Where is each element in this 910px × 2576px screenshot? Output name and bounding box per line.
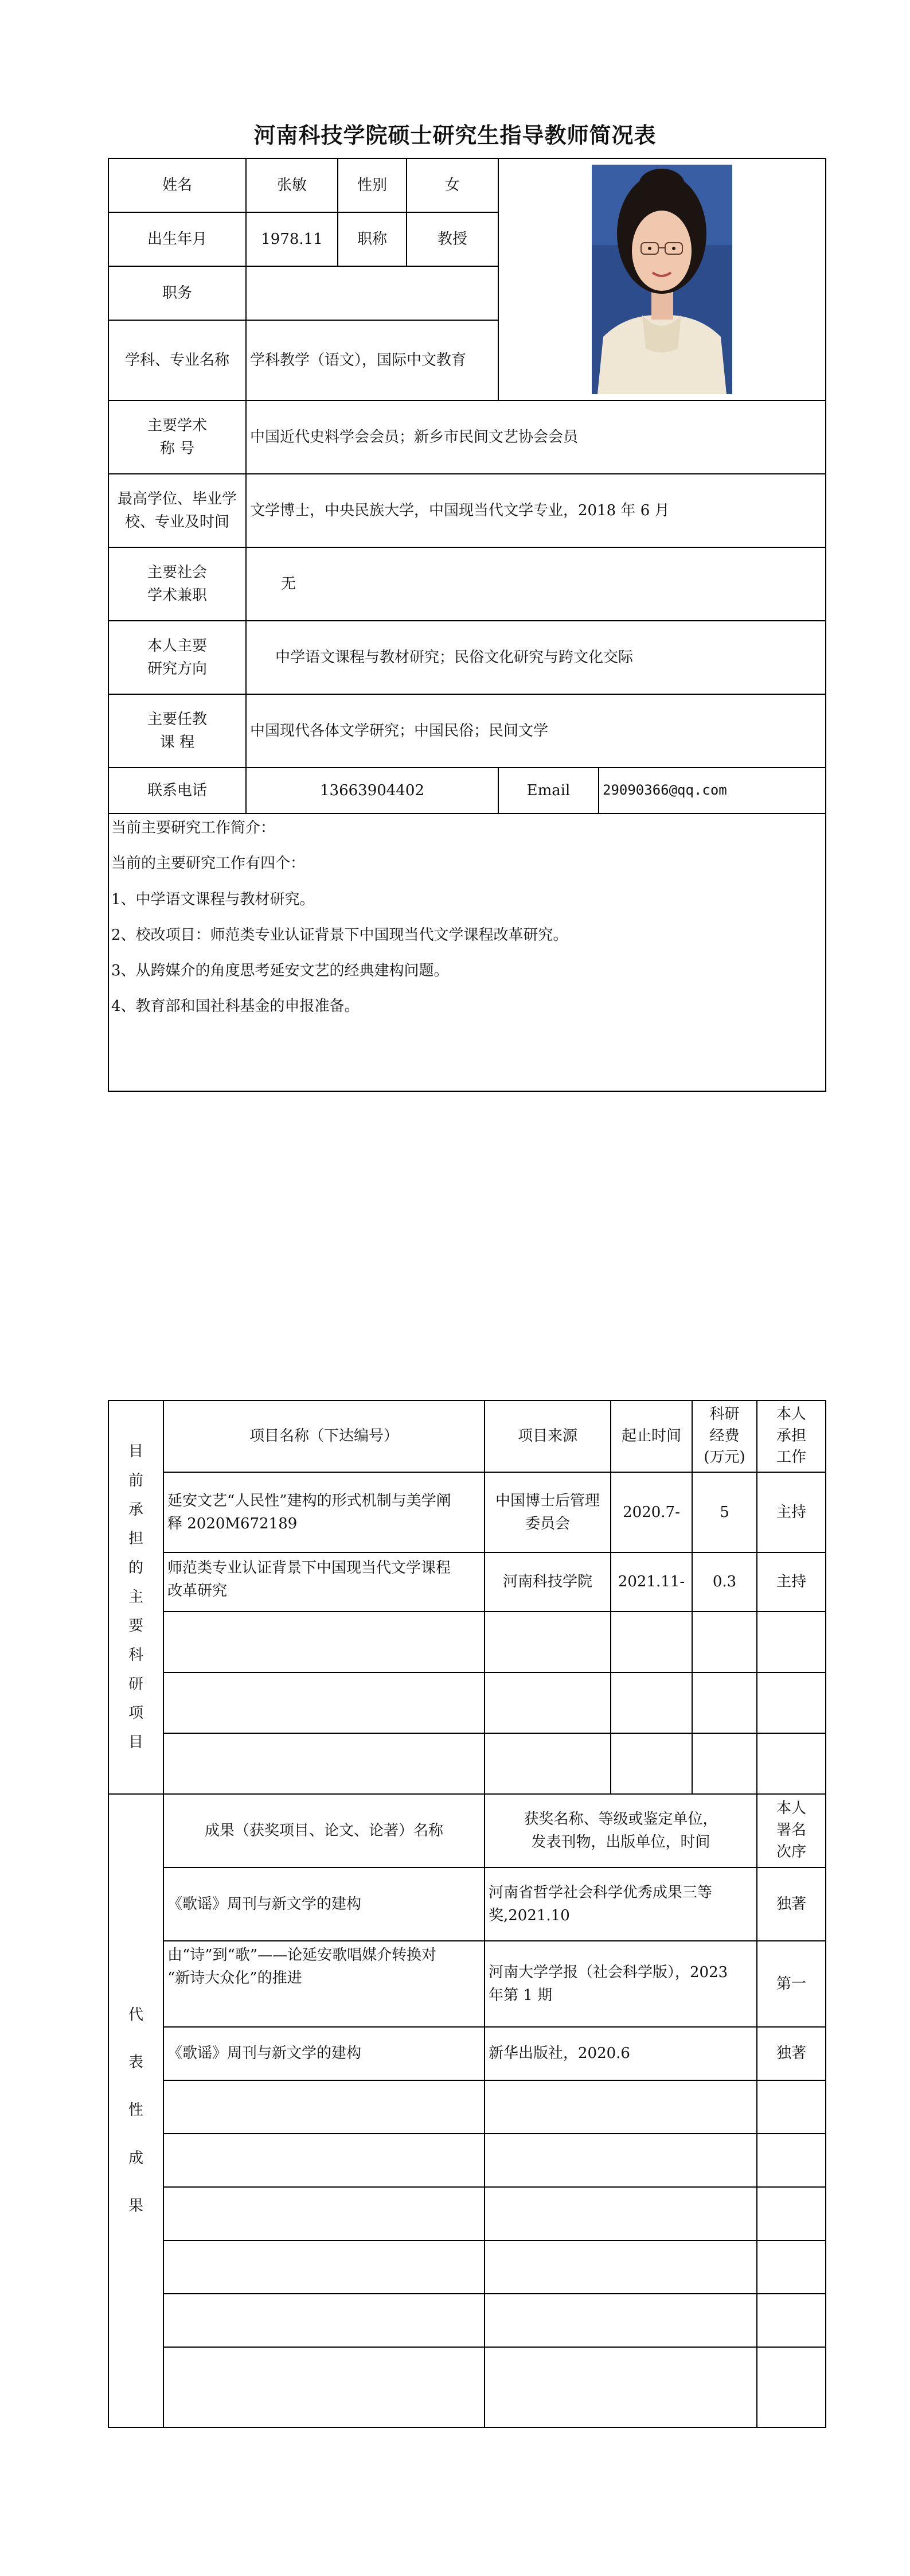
social-value: 无 bbox=[246, 547, 826, 621]
achievement-name: 《歌谣》周刊与新文学的建构 bbox=[163, 1867, 485, 1941]
project-period: 2021.11- bbox=[611, 1552, 692, 1612]
research-intro bbox=[108, 814, 826, 1091]
table-row bbox=[108, 2027, 826, 2080]
table-row bbox=[108, 2187, 826, 2240]
courses-value: 中国现代各体文学研究；中国民俗；民间文学 bbox=[246, 694, 826, 768]
table-row bbox=[108, 2294, 826, 2347]
table-row bbox=[108, 2240, 826, 2294]
achievement-name-header: 成果（获奖项目、论文、论著）名称 bbox=[163, 1794, 485, 1867]
discipline-label: 学科、专业名称 bbox=[108, 320, 246, 400]
project-funds: 5 bbox=[692, 1472, 757, 1552]
table-row bbox=[108, 1612, 826, 1672]
gender-label: 性别 bbox=[338, 158, 407, 212]
achievement-award-header: 获奖名称、等级或鉴定单位， 发表刊物，出版单位，时间 bbox=[485, 1794, 757, 1867]
discipline-value: 学科教学（语文），国际中文教育 bbox=[246, 320, 498, 400]
research-direction-value: 中学语文课程与教材研究；民俗文化研究与跨文化交际 bbox=[246, 621, 826, 694]
project-source-header: 项目来源 bbox=[485, 1400, 611, 1472]
position-value bbox=[246, 266, 498, 320]
academic-title-value: 中国近代史料学会会员；新乡市民间文艺协会会员 bbox=[246, 400, 826, 474]
project-name: 延安文艺“人民性”建构的形式机制与美学阐 释 2020M672189 bbox=[163, 1472, 485, 1552]
research-direction-label: 本人主要 研究方向 bbox=[108, 621, 246, 694]
projects-side-label: 目 前 承 担 的 主 要 科 研 项 目 bbox=[108, 1400, 163, 1794]
table-row bbox=[108, 2347, 826, 2427]
courses-label: 主要任教 课 程 bbox=[108, 694, 246, 768]
project-source: 河南科技学院 bbox=[485, 1552, 611, 1612]
project-funds: 0.3 bbox=[692, 1552, 757, 1612]
position-label: 职务 bbox=[108, 266, 246, 320]
achievement-award: 河南大学学报（社会科学版），2023 年第 1 期 bbox=[485, 1941, 757, 2027]
intro-lead: 当前的主要研究工作有四个： bbox=[111, 855, 306, 873]
project-role: 主持 bbox=[757, 1552, 826, 1612]
intro-item: 1、中学语文课程与教材研究。 bbox=[111, 890, 315, 908]
project-role: 主持 bbox=[757, 1472, 826, 1552]
achievement-order: 独著 bbox=[757, 2027, 826, 2080]
achievement-award: 河南省哲学社会科学优秀成果三等 奖,2021.10 bbox=[485, 1867, 757, 1941]
project-period: 2020.7- bbox=[611, 1472, 692, 1552]
project-name: 师范类专业认证背景下中国现当代文学课程 改革研究 bbox=[163, 1552, 485, 1612]
project-source: 中国博士后管理 委员会 bbox=[485, 1472, 611, 1552]
phone-value: 13663904402 bbox=[246, 768, 498, 814]
table-row bbox=[108, 1941, 826, 2027]
project-period-header: 起止时间 bbox=[611, 1400, 692, 1472]
project-role-header: 本人 承担 工作 bbox=[757, 1400, 826, 1472]
achievement-order-header: 本人 署名 次序 bbox=[757, 1794, 826, 1867]
email-value: 29090366@qq.com bbox=[599, 768, 826, 814]
achievement-name: 由“诗”到“歌”——论延安歌唱媒介转换对 “新诗大众化”的推进 bbox=[163, 1941, 485, 2027]
photo-cell bbox=[498, 158, 826, 400]
intro-item: 2、校改项目：师范类专业认证背景下中国现当代文学课程改革研究。 bbox=[111, 926, 568, 944]
name-label: 姓名 bbox=[108, 158, 246, 212]
intro-heading: 当前主要研究工作简介： bbox=[111, 819, 276, 836]
table-row bbox=[108, 1867, 826, 1941]
achievement-order: 第一 bbox=[757, 1941, 826, 2027]
email-label: Email bbox=[498, 768, 599, 814]
basic-info-table bbox=[108, 158, 826, 1092]
degree-value: 文学博士，中央民族大学，中国现当代文学专业，2018 年 6 月 bbox=[246, 474, 826, 547]
portrait-photo-icon bbox=[592, 165, 732, 394]
social-label: 主要社会 学术兼职 bbox=[108, 547, 246, 621]
academic-title-label: 主要学术 称 号 bbox=[108, 400, 246, 474]
achievement-name: 《歌谣》周刊与新文学的建构 bbox=[163, 2027, 485, 2080]
project-name-header: 项目名称（下达编号） bbox=[163, 1400, 485, 1472]
research-table bbox=[108, 1400, 826, 2428]
achievements-side-label: 代 表 性 成 果 bbox=[108, 1794, 163, 2427]
degree-label: 最高学位、毕业学 校、专业及时间 bbox=[108, 474, 246, 547]
gender-value: 女 bbox=[407, 158, 498, 212]
birth-label: 出生年月 bbox=[108, 212, 246, 266]
table-row bbox=[108, 1733, 826, 1794]
table-row bbox=[108, 2080, 826, 2134]
birth-value: 1978.11 bbox=[246, 212, 338, 266]
table-row bbox=[108, 2134, 826, 2187]
phone-label: 联系电话 bbox=[108, 768, 246, 814]
intro-item: 4、教育部和国社科基金的申报准备。 bbox=[111, 998, 360, 1015]
name-value: 张敏 bbox=[246, 158, 338, 212]
rank-label: 职称 bbox=[338, 212, 407, 266]
rank-value: 教授 bbox=[407, 212, 498, 266]
intro-item: 3、从跨媒介的角度思考延安文艺的经典建构问题。 bbox=[111, 962, 449, 980]
achievement-order: 独著 bbox=[757, 1867, 826, 1941]
table-row bbox=[108, 1672, 826, 1733]
page-title: 河南科技学院硕士研究生指导教师简况表 bbox=[253, 123, 657, 148]
achievement-award: 新华出版社，2020.6 bbox=[485, 2027, 757, 2080]
table-row bbox=[108, 1472, 826, 1552]
table-row bbox=[108, 1552, 826, 1612]
project-funds-header: 科研 经费 (万元) bbox=[692, 1400, 757, 1472]
